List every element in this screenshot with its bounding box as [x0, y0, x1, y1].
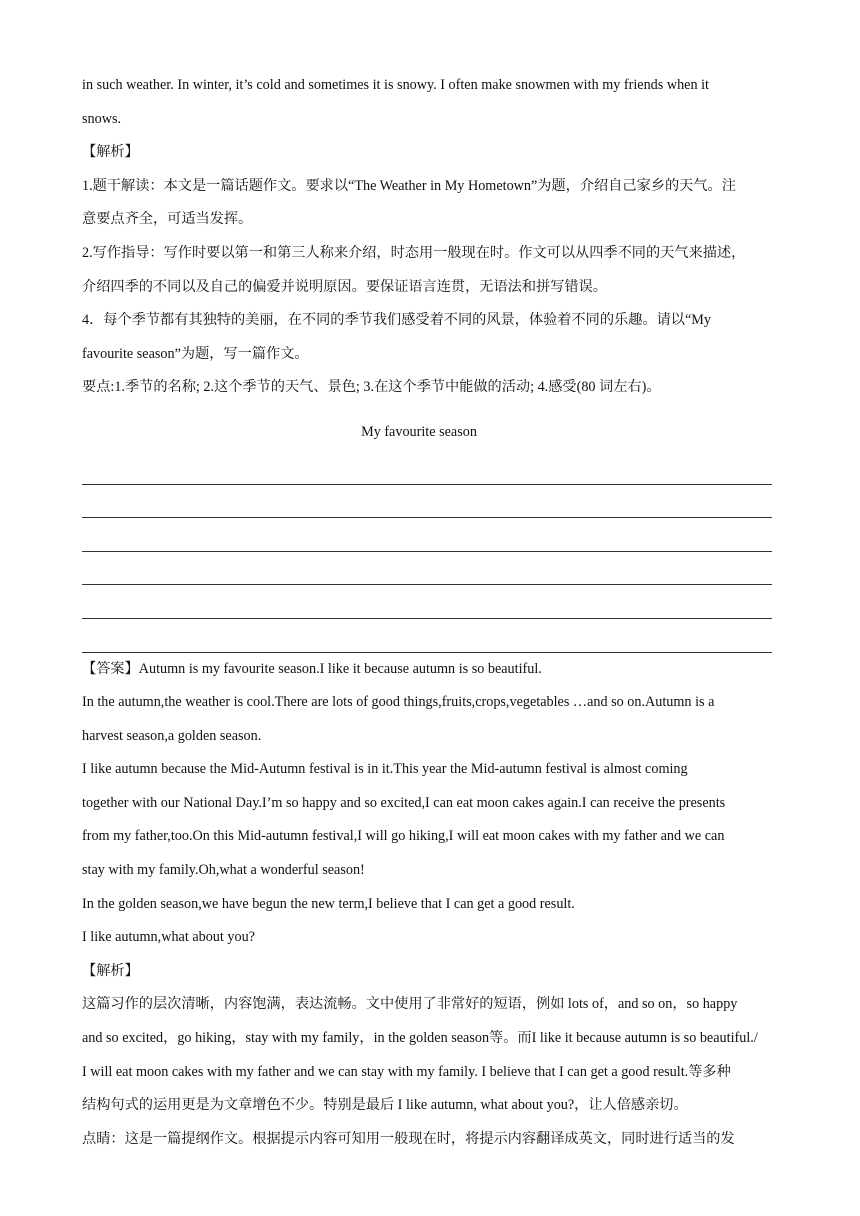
- text-line: I will eat moon cakes with my father and we can stay with my family. I believe that I can get a good result.等多种: [82, 1063, 731, 1080]
- blank-line: [82, 552, 772, 586]
- text-line: I like autumn,what about you?: [82, 929, 255, 946]
- answer-text: Autumn is my favourite season.I like it because autumn is so beautiful.: [138, 660, 542, 677]
- text-line: stay with my family.Oh,what a wonderful season!: [82, 862, 365, 879]
- question-points: 要点:1.季节的名称; 2.这个季节的天气、景色; 3.在这个季节中能做的活动; 4.感受(80 词左右)。: [82, 379, 661, 396]
- blank-line: [82, 451, 772, 485]
- text-line: snows.: [82, 110, 122, 127]
- text-line: 点睛：这是一篇提纲作文。根据提示内容可知用一般现在时，将提示内容翻译成英文，同时进行适当的发: [82, 1130, 735, 1147]
- text-line: and so excited，go hiking，stay with my family，in the golden season等。而I like it because autumn is so beautiful./: [82, 1030, 758, 1047]
- blank-line: [82, 485, 772, 519]
- previous-answer-tail: [82, 69, 776, 136]
- analysis-section-1: [82, 136, 776, 304]
- blank-line: [82, 585, 772, 619]
- answer-blank-lines: [82, 451, 776, 653]
- text-line: together with our National Day.I’m so happy and so excited,I can eat moon cakes again.I can receive the presents: [82, 794, 726, 811]
- text-line: 1.题干解读：本文是一篇话题作文。要求以“The Weather in My Hometown”为题，介绍自己家乡的天气。注: [82, 177, 736, 194]
- analysis-heading: 【解析】: [82, 144, 139, 161]
- analysis-section-2: [82, 955, 776, 1157]
- text-line: 这篇习作的层次清晰，内容饱满，表达流畅。文中使用了非常好的短语，例如 lots of，and so on，so happy: [82, 996, 738, 1013]
- essay-title: My favourite season: [361, 423, 477, 440]
- text-line: 意要点齐全，可适当发挥。: [82, 211, 253, 228]
- analysis-heading: 【解析】: [82, 962, 139, 979]
- question-text: 4．每个季节都有其独特的美丽，在不同的季节我们感受着不同的风景，体验着不同的乐趣。请以“My: [82, 312, 711, 329]
- question-text: favourite season”为题，写一篇作文。: [82, 345, 309, 362]
- answer-section: [82, 653, 776, 955]
- text-line: In the autumn,the weather is cool.There are lots of good things,fruits,crops,vegetables …and so on.Autumn is a: [82, 694, 715, 711]
- answer-first-line: [82, 653, 776, 687]
- text-line: from my father,too.On this Mid-autumn festival,I will go hiking,I will eat moon cakes with my father and we can: [82, 828, 725, 845]
- text-line: 结构句式的运用更是为文章增色不少。特别是最后 I like autumn, what about you?，让人倍感亲切。: [82, 1097, 688, 1114]
- text-line: in such weather. In winter, it’s cold and sometimes it is snowy. I often make snowmen with my friends when it: [82, 77, 709, 93]
- question-4: [82, 304, 776, 652]
- text-line: harvest season,a golden season.: [82, 727, 262, 744]
- text-line: 2.写作指导：写作时要以第一和第三人称来介绍，时态用一般现在时。作文可以从四季不同的天气来描述，: [82, 244, 746, 261]
- blank-line: [82, 619, 772, 653]
- answer-label: 【答案】: [82, 660, 139, 677]
- blank-line: [82, 518, 772, 552]
- text-line: 介绍四季的不同以及自己的偏爱并说明原因。要保证语言连贯，无语法和拼写错误。: [82, 278, 607, 295]
- text-line: I like autumn because the Mid-Autumn festival is in it.This year the Mid-autumn festival is almost coming: [82, 761, 688, 778]
- text-line: In the golden season,we have begun the new term,I believe that I can get a good result.: [82, 895, 575, 912]
